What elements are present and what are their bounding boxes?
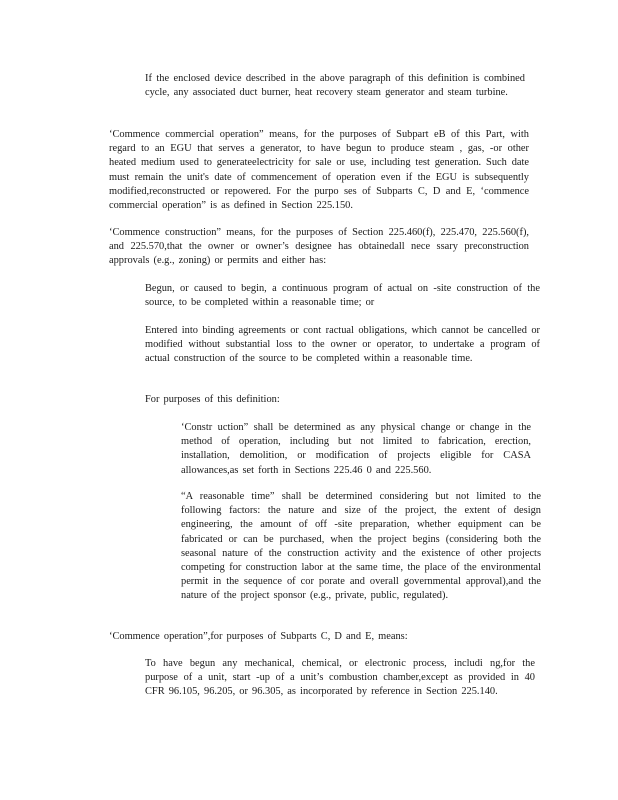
definition-commence-construction: ‘Commence construction” means, for the purposes of Section 225.460(f), 225.470, 225.560(f), and 225.570,that the owner or owner’s designee has obtainedall nece ssary preconstruction approvals (e.g., zoning) or permits and either has: (109, 227, 529, 267)
definition-commence-operation: ‘Commence operation”,for purposes of Subparts C, D and E, means: (109, 631, 408, 642)
paragraph-combined-cycle: If the enclosed device described in the above paragraph of this definition is combined cycle, any associated duct burner, heat recovery steam generator and steam turbine. (145, 73, 525, 99)
definition-reasonable-time: “A reasonable time” shall be determined considering but not limited to the following factors: the nature and size of the project, the extent of design engineering, the amount of off -site preparation, whether equipment can be fabricated or can be purchased, when the project begins (considering both the seasonal nature of the construction activity and the existence of other projects competing for construction labor at the same time, the place of the environmental permit in the sequence of cor porate and overall governmental approval),and the nature of the project sponsor (e.g., private, public, regulated). (181, 491, 541, 602)
clause-binding-agreements: Entered into binding agreements or cont ractual obligations, which cannot be cancelled or modified without substantial loss to the owner or operator, to undertake a program of actual construction of the source to be completed within a reasonable time. (145, 325, 540, 365)
clause-begun-process: To have begun any mechanical, chemical, or electronic process, includi ng,for the purpose of a unit, start -up of a unit’s combustion chamber,except as provided in 40 CFR 96.105, 96.205, or 96.305, as incorporated by reference in Section 225.140. (145, 658, 535, 698)
definition-construction: ‘Constr uction” shall be determined as any physical change or change in the method of operation, including but not limited to fabrication, erection, installation, demolition, or modification of projects eligible for CASA allowances,as set forth in Sections 225.46 0 and 225.560. (181, 422, 531, 476)
purposes-of-definition: For purposes of this definition: (145, 394, 280, 405)
clause-begun-program: Begun, or caused to begin, a continuous program of actual on -site construction of the source, to be completed within a reasonable time; or (145, 283, 540, 309)
definition-commence-commercial-operation: ‘Commence commercial operation” means, for the purposes of Subpart eB of this Part, with regard to an EGU that serves a generator, to have begun to produce steam , gas, -or other heated medium used to generateelectricity for sale or use, including test generation. Such date must remain the unit's date of commencement of operation even if the EGU is subsequently modified,reconstructed or repowered. For the purpo ses of Subparts C, D and E, ‘commence commercial operation” is as defined in Section 225.150. (109, 129, 529, 212)
